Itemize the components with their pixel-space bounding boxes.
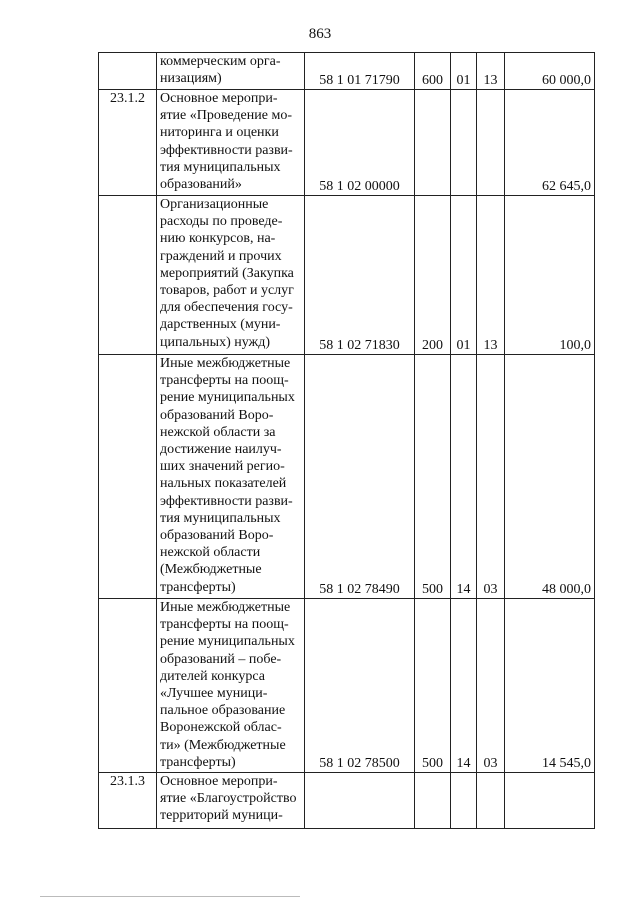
row-number (99, 53, 157, 90)
row-number (99, 196, 157, 355)
section-code: 01 (451, 53, 477, 90)
row-number: 23.1.3 (99, 773, 157, 829)
row-description: Иные межбюджетные трансферты на поощ- рение муниципальных образований – побе- дителей конкурса «Лучшее муници- пальное образование Воронежской облас- ти» (Межбюджетные трансферты) (157, 599, 305, 773)
target-article-code: 58 1 02 71830 (305, 196, 415, 355)
target-article-code: 58 1 02 78500 (305, 599, 415, 773)
target-article-code (305, 773, 415, 829)
amount: 48 000,0 (505, 355, 595, 599)
budget-table (98, 52, 595, 829)
row-number (99, 599, 157, 773)
amount: 60 000,0 (505, 53, 595, 90)
row-number: 23.1.2 (99, 90, 157, 196)
row-description: Организационные расходы по проведе- нию конкурсов, на- граждений и прочих мероприятий (Закупка товаров, работ и услуг для обеспечения госу- дарственных (муни- ципальных) нужд) (157, 196, 305, 355)
table-row (99, 599, 595, 773)
amount: 62 645,0 (505, 90, 595, 196)
table-row (99, 355, 595, 599)
table-row (99, 90, 595, 196)
table-row (99, 196, 595, 355)
table-row (99, 773, 595, 829)
subsection-code: 03 (477, 355, 505, 599)
amount (505, 773, 595, 829)
section-code: 14 (451, 599, 477, 773)
expense-type-code: 500 (415, 599, 451, 773)
subsection-code: 13 (477, 53, 505, 90)
subsection-code (477, 773, 505, 829)
table-row (99, 53, 595, 90)
target-article-code: 58 1 01 71790 (305, 53, 415, 90)
subsection-code: 03 (477, 599, 505, 773)
expense-type-code (415, 773, 451, 829)
amount: 14 545,0 (505, 599, 595, 773)
row-description: Основное меропри- ятие «Благоустройство территорий муници- (157, 773, 305, 829)
row-description: Иные межбюджетные трансферты на поощ- рение муниципальных образований Воро- нежской области за достижение наилуч- ших значений регио- нальных показателей эффективности разви- тия муниципальных образований Воро- нежской области (Межбюджетные трансферты) (157, 355, 305, 599)
expense-type-code: 200 (415, 196, 451, 355)
expense-type-code (415, 90, 451, 196)
target-article-code: 58 1 02 78490 (305, 355, 415, 599)
section-code: 01 (451, 196, 477, 355)
row-description: Основное меропри- ятие «Проведение мо- ниторинга и оценки эффективности разви- тия муниципальных образований» (157, 90, 305, 196)
amount: 100,0 (505, 196, 595, 355)
row-number (99, 355, 157, 599)
expense-type-code: 500 (415, 355, 451, 599)
section-code (451, 773, 477, 829)
section-code (451, 90, 477, 196)
expense-type-code: 600 (415, 53, 451, 90)
subsection-code: 13 (477, 196, 505, 355)
page-number: 863 (308, 26, 332, 42)
target-article-code: 58 1 02 00000 (305, 90, 415, 196)
section-code: 14 (451, 355, 477, 599)
subsection-code (477, 90, 505, 196)
footer-divider (40, 896, 300, 897)
row-description: коммерческим орга- низациям) (157, 53, 305, 90)
